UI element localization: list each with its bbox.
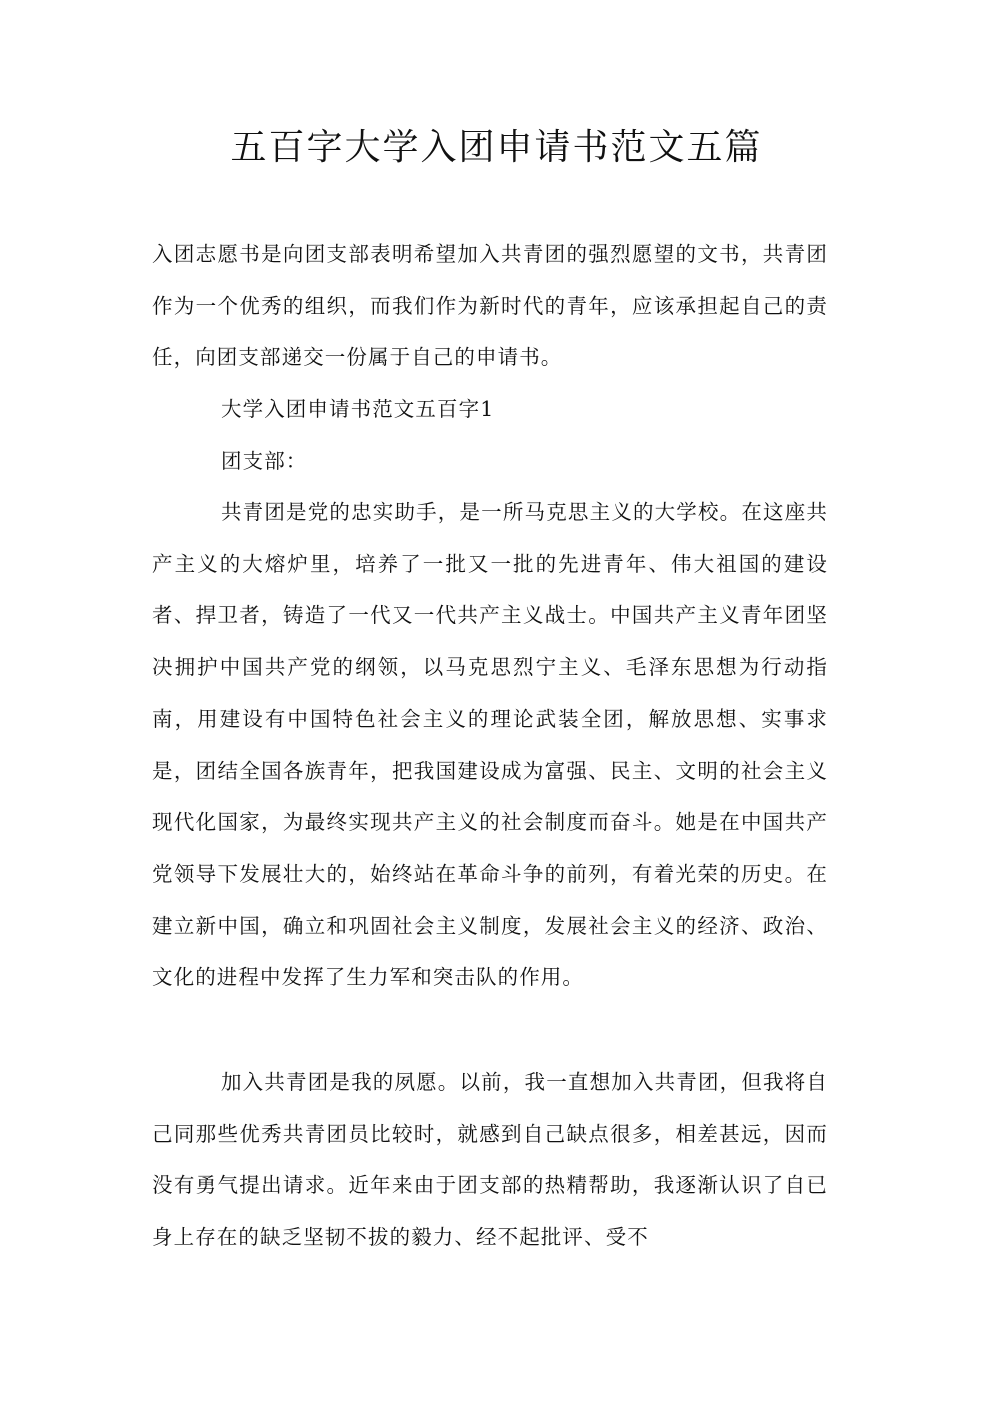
body-paragraph: 加入共青团是我的夙愿。以前，我一直想加入共青团，但我将自己同那些优秀共青团员比较时，就感到自己缺点很多，相差甚远，因而没有勇气提出请求。近年来由于团支部的热精帮助，我逐渐认识了自已身上存在的缺乏坚韧不拔的毅力、经不起批评、受不 <box>152 1070 828 1250</box>
body-paragraph: 共青团是党的忠实助手，是一所马克思主义的大学校。在这座共产主义的大熔炉里，培养了一批又一批的先进青年、伟大祖国的建设者、捍卫者，铸造了一代又一代共产主义战士。中国共产主义青年团坚决拥护中国共产党的纲领，以马克思烈宁主义、毛泽东思想为行动指南，用建设有中国特色社会主义的理论武装全团，解放思想、实事求是，团结全国各族青年，把我国建设成为富强、民主、文明的社会主义现代化国家，为最终实现共产主义的社会制度而奋斗。她是在中国共产党领导下发展壮大的，始终站在革命斗争的前列，有着光荣的历史。在建立新中国，确立和巩固社会主义制度，发展社会主义的经济、政治、文化的进程中发挥了生力军和突击队的作用。 <box>152 500 828 990</box>
document-title: 五百字大学入团申请书范文五篇 <box>230 127 763 168</box>
intro-paragraph: 入团志愿书是向团支部表明希望加入共青团的强烈愿望的文书，共青团作为一个优秀的组织，而我们作为新时代的青年，应该承担起自己的责任，向团支部递交一份属于自己的申请书。 <box>152 242 828 370</box>
section-subtitle: 大学入团申请书范文五百字1 <box>221 397 495 421</box>
salutation: 团支部： <box>221 449 308 473</box>
